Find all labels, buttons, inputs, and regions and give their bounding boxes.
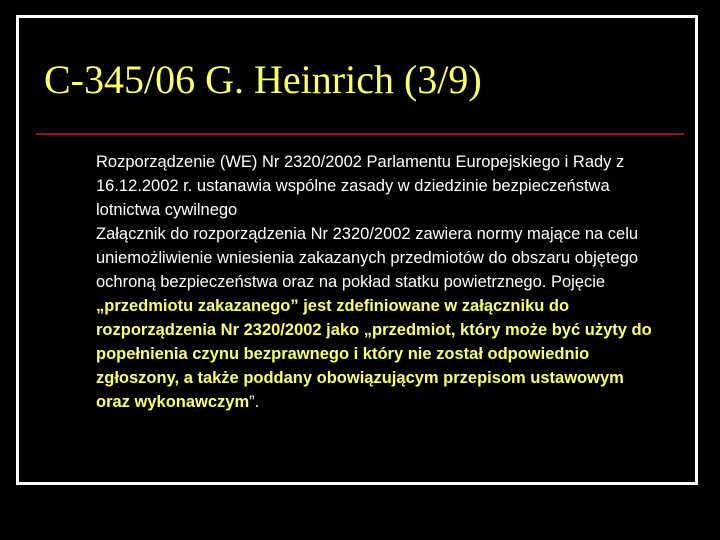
paragraph-regulation: Rozporządzenie (WE) Nr 2320/2002 Parlamentu Europejskiego i Rady z 16.12.2002 r. ustanawia wspólne zasady w dziedzinie bezpieczeństwa lotnictwa cywilnego	[96, 153, 625, 219]
title-divider	[36, 133, 684, 135]
slide-body	[96, 150, 662, 414]
paragraph-annex	[96, 222, 662, 414]
prohibited-item-definition: „przedmiotu zakazanego” jest zdefiniowane w załączniku do rozporządzenia Nr 2320/2002 jako „przedmiot, który może być użyty do popełnienia czynu bezprawnego i który nie został odpowiednio zgłoszony, a także poddany obowiązującym przepisom ustawowym oraz wykonawczym	[96, 297, 652, 411]
annex-text-end: ”.	[249, 393, 260, 411]
annex-text: Załącznik do rozporządzenia Nr 2320/2002 zawiera normy mające na celu uniemożliwienie wniesienia zakazanych przedmiotów do obszaru objętego ochroną bezpieczeństwa oraz na pokład statku powietrznego. Pojęcie	[96, 225, 639, 291]
slide-title: C-345/06 G. Heinrich (3/9)	[44, 57, 482, 102]
